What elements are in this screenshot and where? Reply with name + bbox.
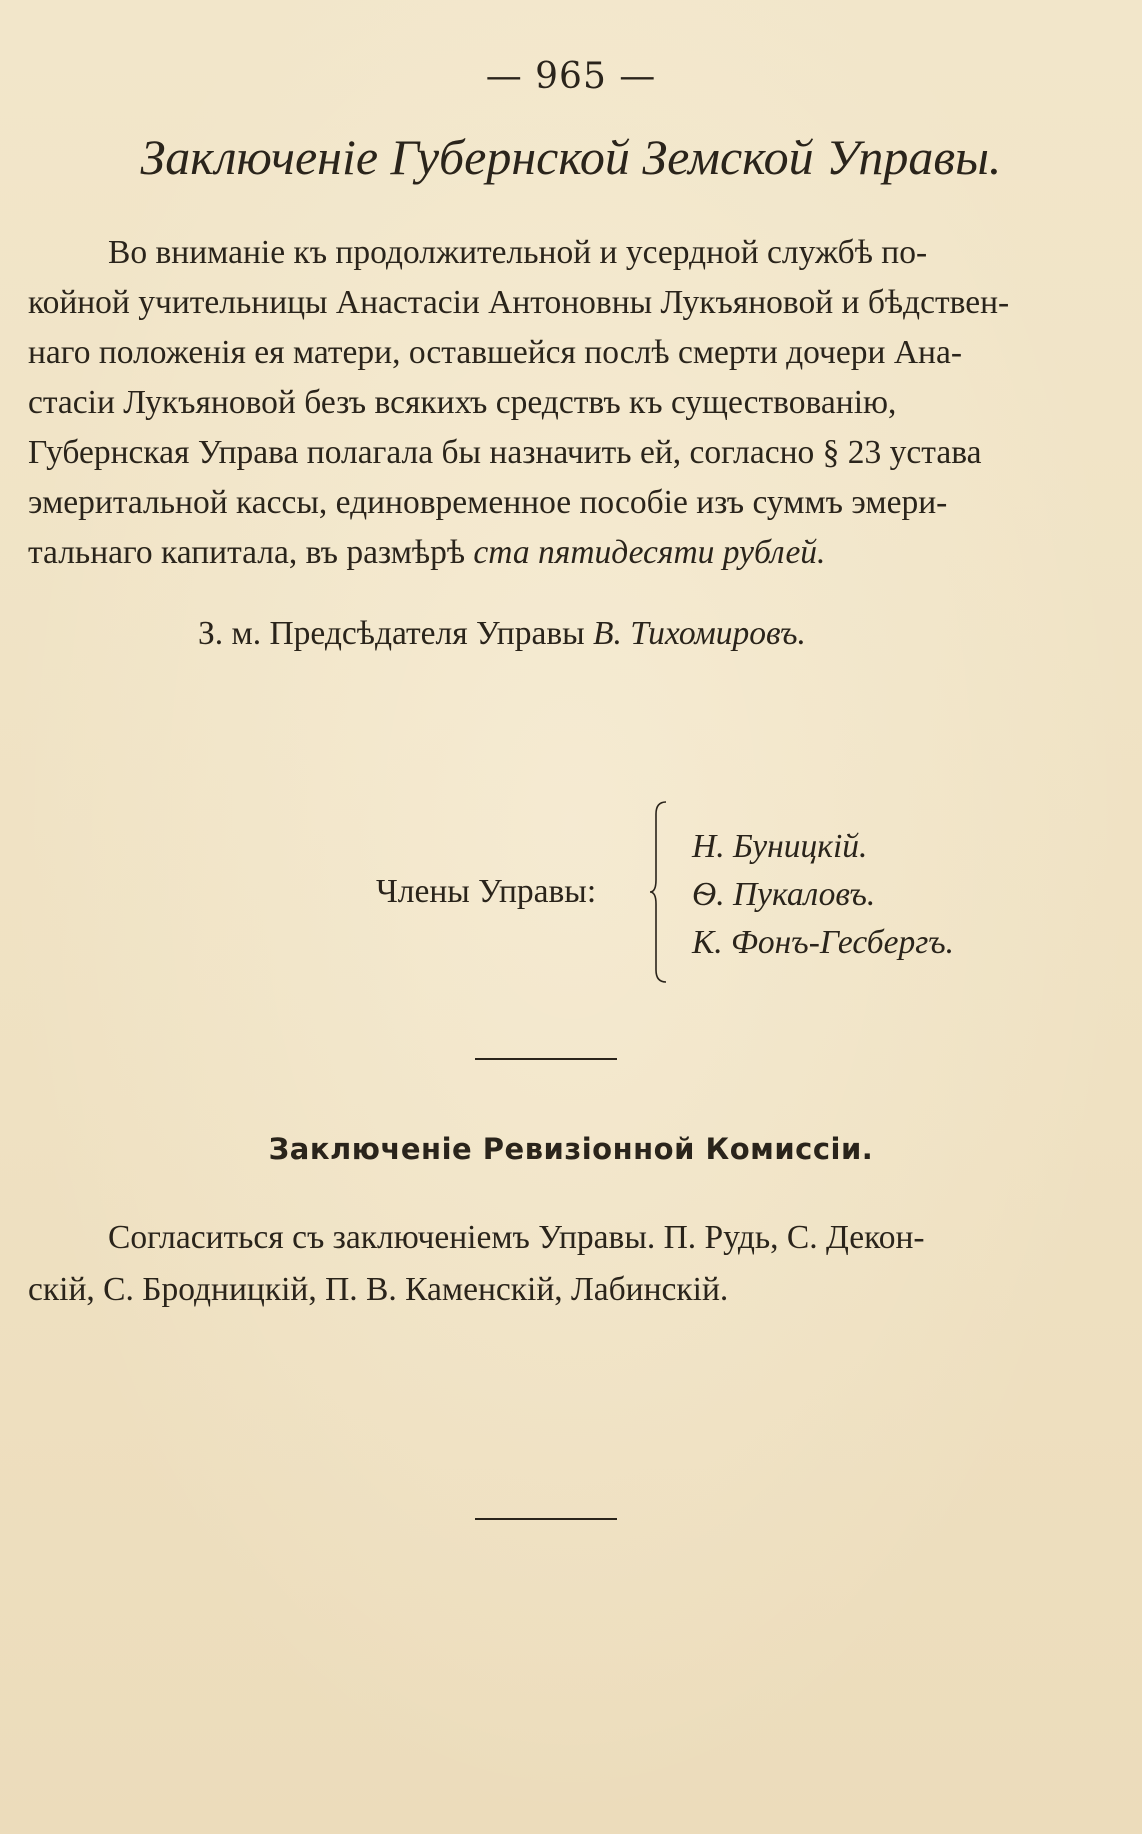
paragraph-line: койной учительницы Анастасіи Антоновны Лукъяновой и бѣдствен-	[28, 284, 1010, 321]
section-divider	[475, 1518, 617, 1520]
member-name: Ѳ. Пукаловъ.	[692, 876, 876, 913]
brace-icon	[650, 800, 670, 985]
paragraph-line: Согласиться съ заключеніемъ Управы. П. Рудь, С. Декон-	[108, 1219, 925, 1256]
revision-paragraph	[28, 1212, 1058, 1316]
chairman-name: В. Тихомировъ.	[593, 615, 806, 652]
chairman-signature	[198, 615, 806, 653]
member-name: Н. Буницкій.	[692, 828, 868, 865]
paragraph-line: Губернская Управа полагала бы назначить ей, согласно § 23 устава	[28, 434, 982, 471]
section-divider	[475, 1058, 617, 1060]
member-name: К. Фонъ-Гесбергъ.	[692, 924, 955, 961]
amount-emphasis: ста пятидесяти рублей.	[473, 534, 826, 571]
members-label: Члены Управы:	[376, 873, 597, 910]
section-title: Заключеніе Ревизіонной Комиссіи.	[268, 1132, 874, 1166]
paragraph-line: наго положенія ея матери, оставшейся послѣ смерти дочери Ана-	[28, 334, 962, 371]
paragraph-line: эмеритальной кассы, единовременное пособіе изъ суммъ эмери-	[28, 484, 948, 521]
paragraph-line: стасіи Лукъяновой безъ всякихъ средствъ къ существованію,	[28, 384, 897, 421]
paragraph-line: Во вниманіе къ продолжительной и усердной службѣ по-	[108, 234, 928, 271]
page-title: Заключеніе Губернской Земской Управы.	[140, 129, 1002, 185]
main-paragraph	[28, 228, 1058, 578]
paragraph-line: тальнаго капитала, въ размѣрѣ	[28, 534, 466, 571]
paragraph-line: скій, С. Бродницкій, П. В. Каменскій, Лабинскій.	[28, 1271, 729, 1308]
page-number: — 965 —	[485, 56, 657, 97]
chairman-label: З. м. Предсѣдателя Управы	[198, 615, 585, 652]
